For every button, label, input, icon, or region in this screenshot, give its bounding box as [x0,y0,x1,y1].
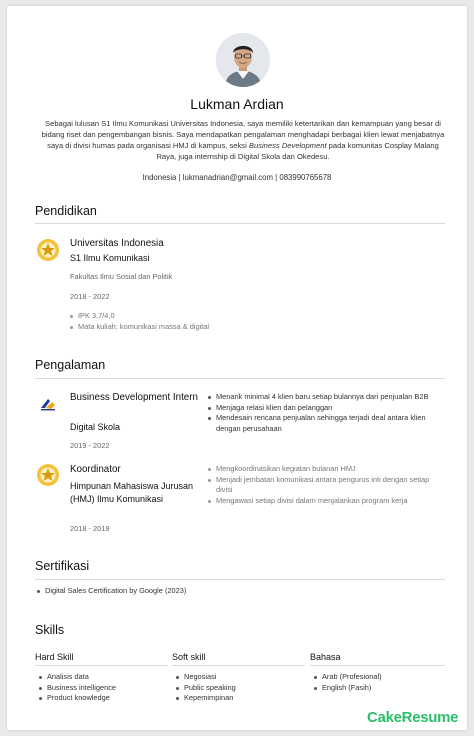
section-divider [35,579,445,580]
skill-group-title: Soft skill [172,652,206,662]
profile-photo-icon [216,33,270,87]
section-title-experience: Pengalaman [35,358,106,372]
list-item: Analisis data [37,672,167,683]
list-item: English (Fasih) [312,683,442,694]
university-emblem-icon [36,238,60,262]
certification-list [35,586,435,597]
skill-list [312,672,442,693]
list-item: IPK 3,7/4,0 [68,311,368,322]
skill-divider [172,665,305,666]
profile-summary [37,118,449,162]
experience-period: 2019 - 2022 [70,441,110,450]
experience-role: Koordinator [70,464,121,475]
summary-italic: Business Development [248,141,327,150]
list-item: Negosiasi [174,672,304,683]
list-item: Mendesain rencana penjualan sehingga terjadi deal antara klien dengan perusahaan [206,413,438,434]
education-period: 2018 - 2022 [70,292,110,301]
section-divider [35,223,445,224]
summary-text-2: pada komunitas Cosplay Malang Raya, juga internship di Digital Skola dan Okedesu. [156,141,439,161]
skill-group-title: Bahasa [310,652,341,662]
list-item: Menjaga relasi klien dan pelanggan [206,403,438,414]
list-item: Product knowledge [37,693,167,704]
education-degree: S1 Ilmu Komunikasi [70,253,150,263]
list-item: Mengawasi setiap divisi dalam menjalankan program kerja [206,496,438,507]
experience-bullets [206,392,438,434]
digital-skola-logo-icon [36,392,60,416]
skill-list [37,672,167,704]
summary-text-1: Sebagai lulusan S1 Ilmu Komunikasi Universitas Indonesia, saya memiliki ketertarikan dan kemampuan yang besar di bidang riset dan pengembangan bisnis. Saya mendapatkan pengalaman menghadapi berbagai klien lewat menjabatnya saya di divisi humas pada organisasi HMJ di kampus, seksi [41,119,445,150]
experience-org: Himpunan Mahasiswa Jurusan (HMJ) Ilmu Komunikasi [70,481,194,504]
section-title-certifications: Sertifikasi [35,559,90,573]
list-item: Business intelligence [37,683,167,694]
list-item: Public speaking [174,683,304,694]
skill-list [174,672,304,704]
list-item: Arab (Profesional) [312,672,442,683]
experience-bullets [206,464,438,506]
skill-divider [35,665,168,666]
skill-group-title: Hard Skill [35,652,74,662]
list-item: Menjadi jembatan komunikasi antara pengurus inti dengan setiap divisi [206,475,438,496]
skill-divider [310,665,445,666]
list-item: Mengkoordinasikan kegiatan bulanan HMJ [206,464,438,475]
list-item: Digital Sales Certification by Google (2023) [35,586,435,597]
university-emblem-icon [36,463,60,487]
experience-role: Business Development Intern [70,392,198,403]
education-faculty: Fakultas Ilmu Sosial dan Politik [70,272,173,281]
cakeresume-logo[interactable]: CakeResume [367,709,459,726]
contact-info: Indonesia | lukmanadrian@gmail.com | 083990765678 [142,173,332,182]
list-item: Kepemimpinan [174,693,304,704]
section-title-education: Pendidikan [35,204,97,218]
candidate-name: Lukman Ardian [190,96,284,112]
resume-page [7,6,467,730]
list-item: Menarik minimal 4 klien baru setiap bulannya dari penjualan B2B [206,392,438,403]
section-divider [35,378,445,379]
list-item: Mata kuliah: komunikasi massa & digital [68,322,368,333]
avatar [216,33,270,87]
experience-org: Digital Skola [70,422,121,432]
education-details [68,311,368,332]
section-title-skills: Skills [35,623,65,637]
experience-period: 2018 - 2019 [70,524,110,533]
education-school: Universitas Indonesia [70,238,164,249]
